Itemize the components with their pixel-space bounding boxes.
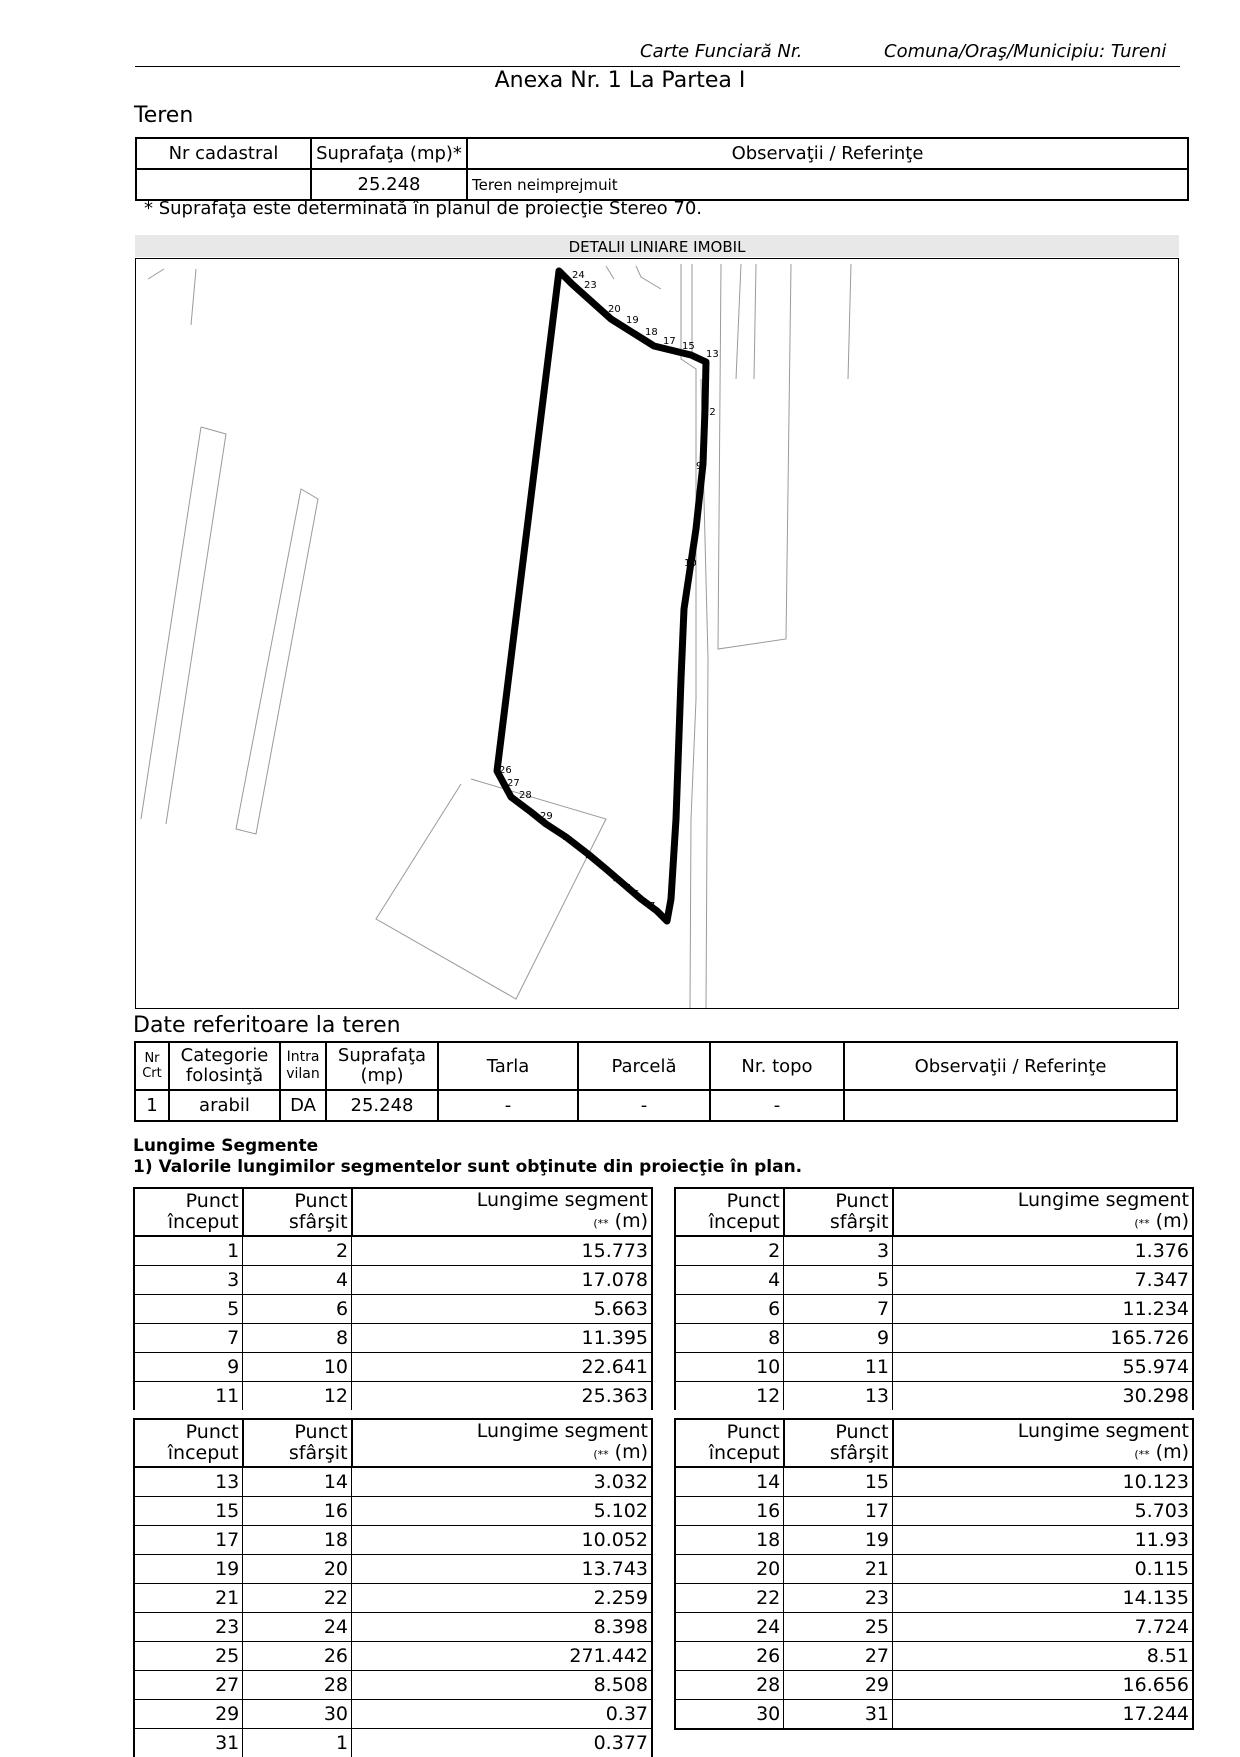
hdr-start [675, 1419, 784, 1467]
hdr-length [893, 1419, 1193, 1467]
segments-header-row [134, 1188, 652, 1236]
hdr-punct: Punct [727, 1190, 780, 1212]
col-nr-cadastral: Nr cadastral [136, 138, 311, 169]
segment-row [675, 1382, 1193, 1411]
cell-nr-cadastral [136, 169, 311, 200]
seg-start: 17 [134, 1526, 243, 1555]
seg-start: 13 [134, 1467, 243, 1497]
seg-start: 14 [675, 1467, 784, 1497]
seg-end: 20 [243, 1555, 352, 1584]
segments-header-row [675, 1419, 1193, 1467]
hdr-sfarsit: sfârşit [289, 1211, 348, 1233]
date-teren-section-title: Date referitoare la teren [133, 1013, 401, 1038]
seg-start: 26 [675, 1642, 784, 1671]
segment-row [134, 1700, 652, 1729]
seg-start: 19 [134, 1555, 243, 1584]
segments-header-row [675, 1188, 1193, 1236]
seg-start: 11 [134, 1382, 243, 1411]
hdr-lungime: Lungime segment [477, 1420, 648, 1442]
point-label: 12 [703, 407, 716, 418]
seg-end: 13 [784, 1382, 893, 1411]
segment-row [675, 1526, 1193, 1555]
segment-row [675, 1467, 1193, 1497]
cell-suprafata-mp: 25.248 [326, 1090, 438, 1121]
cell-observatii: Teren neimprejmuit [467, 169, 1188, 200]
segment-row [134, 1266, 652, 1295]
hdr-punct: Punct [835, 1421, 888, 1443]
seg-end: 29 [784, 1671, 893, 1700]
point-label: 23 [584, 280, 597, 291]
seg-end: 25 [784, 1613, 893, 1642]
hdr-lungime: Lungime segment [477, 1189, 648, 1211]
seg-length: 16.656 [893, 1671, 1193, 1700]
hdr-length [352, 1419, 652, 1467]
col-sup-2: (mp) [360, 1065, 403, 1086]
seg-end: 17 [784, 1497, 893, 1526]
seg-start: 15 [134, 1497, 243, 1526]
segment-row [134, 1324, 652, 1353]
seg-start: 18 [675, 1526, 784, 1555]
hdr-unit: (m) [1156, 1441, 1189, 1463]
col-parcela: Parcelă [578, 1042, 710, 1090]
seg-start: 12 [675, 1382, 784, 1411]
seg-end: 4 [243, 1266, 352, 1295]
cell-suprafata: 25.248 [311, 169, 467, 200]
hdr-lungime: Lungime segment [1018, 1420, 1189, 1442]
parcel-boundary [497, 271, 706, 921]
segments-table-2-left [133, 1418, 653, 1757]
hdr-punct: Punct [186, 1421, 239, 1443]
seg-length: 25.363 [352, 1382, 652, 1411]
hdr-punct: Punct [294, 1421, 347, 1443]
header-rule [135, 66, 1180, 67]
hdr-length [893, 1188, 1193, 1236]
segment-row [675, 1671, 1193, 1700]
segment-row [134, 1555, 652, 1584]
seg-start: 30 [675, 1700, 784, 1730]
hdr-inceput: început [168, 1442, 239, 1464]
teren-table [135, 137, 1189, 201]
seg-length: 8.51 [893, 1642, 1193, 1671]
segments-table-2-right [674, 1418, 1194, 1730]
segment-row [675, 1555, 1193, 1584]
seg-length: 17.244 [893, 1700, 1193, 1730]
seg-end: 14 [243, 1467, 352, 1497]
segment-row [675, 1266, 1193, 1295]
seg-end: 8 [243, 1324, 352, 1353]
segment-row [675, 1700, 1193, 1730]
hdr-sfarsit: sfârşit [289, 1442, 348, 1464]
hdr-punct: Punct [835, 1190, 888, 1212]
seg-length: 10.123 [893, 1467, 1193, 1497]
seg-start: 31 [134, 1729, 243, 1757]
seg-start: 28 [675, 1671, 784, 1700]
seg-end: 16 [243, 1497, 352, 1526]
point-label: 4 [613, 875, 619, 886]
seg-length: 0.377 [352, 1729, 652, 1757]
segment-row [134, 1353, 652, 1382]
hdr-unit-note: (** [593, 1217, 608, 1230]
hdr-end [243, 1188, 352, 1236]
seg-start: 20 [675, 1555, 784, 1584]
point-label: 19 [626, 315, 639, 326]
seg-end: 26 [243, 1642, 352, 1671]
hdr-unit-note: (** [1134, 1217, 1149, 1230]
seg-end: 21 [784, 1555, 893, 1584]
hdr-punct: Punct [727, 1421, 780, 1443]
col-categorie-1: Categorie [181, 1045, 269, 1066]
hdr-start [134, 1188, 243, 1236]
seg-length: 7.724 [893, 1613, 1193, 1642]
hdr-end [784, 1419, 893, 1467]
map-title: DETALII LINIARE IMOBIL [135, 235, 1179, 257]
teren-section-title: Teren [134, 103, 193, 128]
seg-length: 55.974 [893, 1353, 1193, 1382]
seg-start: 7 [134, 1324, 243, 1353]
seg-end: 30 [243, 1700, 352, 1729]
seg-length: 5.663 [352, 1295, 652, 1324]
seg-end: 28 [243, 1671, 352, 1700]
segment-row [134, 1382, 652, 1411]
segment-row [675, 1613, 1193, 1642]
col-crt: Crt [142, 1066, 162, 1081]
seg-start: 29 [134, 1700, 243, 1729]
seg-end: 9 [784, 1324, 893, 1353]
hdr-unit: (m) [615, 1210, 648, 1232]
seg-end: 18 [243, 1526, 352, 1555]
segment-row [134, 1526, 652, 1555]
hdr-start [675, 1188, 784, 1236]
segment-row [134, 1613, 652, 1642]
seg-start: 9 [134, 1353, 243, 1382]
hdr-punct: Punct [294, 1190, 347, 1212]
seg-length: 271.442 [352, 1642, 652, 1671]
col-sup-1: Suprafaţa [338, 1045, 426, 1066]
seg-length: 17.078 [352, 1266, 652, 1295]
hdr-length [352, 1188, 652, 1236]
segment-row [675, 1497, 1193, 1526]
seg-length: 3.032 [352, 1467, 652, 1497]
seg-end: 1 [243, 1729, 352, 1757]
seg-length: 7.347 [893, 1266, 1193, 1295]
seg-length: 5.102 [352, 1497, 652, 1526]
seg-start: 25 [134, 1642, 243, 1671]
seg-length: 11.395 [352, 1324, 652, 1353]
seg-start: 21 [134, 1584, 243, 1613]
col-intra: Intra [287, 1049, 320, 1065]
hdr-sfarsit: sfârşit [830, 1442, 889, 1464]
seg-end: 12 [243, 1382, 352, 1411]
seg-length: 15.773 [352, 1236, 652, 1266]
page-title: Anexa Nr. 1 La Partea I [0, 68, 1240, 93]
segment-row [134, 1295, 652, 1324]
hdr-lungime: Lungime segment [1018, 1189, 1189, 1211]
hdr-end [784, 1188, 893, 1236]
point-label: 15 [682, 341, 695, 352]
seg-length: 8.508 [352, 1671, 652, 1700]
segments-header-row [134, 1419, 652, 1467]
seg-length: 10.052 [352, 1526, 652, 1555]
point-label: 9 [696, 461, 702, 472]
col-nr-topo: Nr. topo [710, 1042, 844, 1090]
hdr-end [243, 1419, 352, 1467]
col-suprafata: Suprafaţa (mp)* [311, 138, 467, 169]
seg-length: 22.641 [352, 1353, 652, 1382]
cell-observatii [844, 1090, 1177, 1121]
segment-row [134, 1236, 652, 1266]
cell-tarla: - [438, 1090, 578, 1121]
segment-row [134, 1671, 652, 1700]
seg-start: 6 [675, 1295, 784, 1324]
date-teren-table [134, 1041, 1178, 1122]
parcel-map [135, 258, 1179, 1009]
point-label: 29 [540, 811, 553, 822]
seg-length: 11.93 [893, 1526, 1193, 1555]
seg-length: 13.743 [352, 1555, 652, 1584]
cell-parcela: - [578, 1090, 710, 1121]
segment-row [134, 1497, 652, 1526]
seg-length: 11.234 [893, 1295, 1193, 1324]
seg-end: 3 [784, 1236, 893, 1266]
col-nr: Nr [144, 1051, 159, 1066]
seg-length: 0.37 [352, 1700, 652, 1729]
seg-end: 15 [784, 1467, 893, 1497]
hdr-inceput: început [168, 1211, 239, 1233]
hdr-unit: (m) [615, 1441, 648, 1463]
point-label: 24 [572, 270, 585, 281]
point-label: 26 [499, 765, 512, 776]
hdr-inceput: început [709, 1211, 780, 1233]
background-parcels [141, 264, 851, 1008]
seg-end: 10 [243, 1353, 352, 1382]
segment-row [675, 1642, 1193, 1671]
seg-start: 16 [675, 1497, 784, 1526]
seg-end: 6 [243, 1295, 352, 1324]
seg-start: 23 [134, 1613, 243, 1642]
seg-length: 165.726 [893, 1324, 1193, 1353]
seg-end: 11 [784, 1353, 893, 1382]
hdr-punct: Punct [186, 1190, 239, 1212]
seg-end: 22 [243, 1584, 352, 1613]
cell-intravilan: DA [280, 1090, 326, 1121]
seg-length: 1.376 [893, 1236, 1193, 1266]
seg-end: 5 [784, 1266, 893, 1295]
seg-end: 24 [243, 1613, 352, 1642]
point-label: 28 [519, 790, 532, 801]
seg-end: 31 [784, 1700, 893, 1730]
hdr-start [134, 1419, 243, 1467]
seg-start: 2 [675, 1236, 784, 1266]
seg-end: 19 [784, 1526, 893, 1555]
hdr-unit-note: (** [1134, 1448, 1149, 1461]
segments-subtitle: 1) Valorile lungimilor segmentelor sunt obţinute din proiecţie în plan. [133, 1157, 802, 1178]
point-label: 20 [608, 304, 621, 315]
segment-row [675, 1584, 1193, 1613]
col-vilan: vilan [286, 1066, 320, 1082]
seg-length: 5.703 [893, 1497, 1193, 1526]
seg-start: 1 [134, 1236, 243, 1266]
col-observatii-referinte: Observaţii / Referinţe [844, 1042, 1177, 1090]
col-observatii: Observaţii / Referinţe [467, 138, 1188, 169]
seg-start: 8 [675, 1324, 784, 1353]
stereo-note: * Suprafaţa este determinată în planul de proiecţie Stereo 70. [144, 198, 702, 219]
segment-row [134, 1467, 652, 1497]
point-label: 5 [625, 883, 631, 894]
parcel-map-svg [136, 259, 1178, 1008]
seg-end: 2 [243, 1236, 352, 1266]
segment-row [675, 1324, 1193, 1353]
seg-start: 3 [134, 1266, 243, 1295]
point-label: 6 [633, 889, 639, 900]
point-label: 10 [684, 558, 697, 569]
col-suprafata-mp [326, 1042, 438, 1090]
segment-row [675, 1353, 1193, 1382]
seg-start: 27 [134, 1671, 243, 1700]
col-tarla: Tarla [438, 1042, 578, 1090]
point-label: 18 [645, 327, 658, 338]
col-categorie [169, 1042, 280, 1090]
point-label: 13 [706, 349, 719, 360]
point-label: 7 [649, 901, 655, 912]
point-label: 17 [663, 336, 676, 347]
cell-nr-crt: 1 [135, 1090, 169, 1121]
segment-row [134, 1729, 652, 1757]
hdr-inceput: început [709, 1442, 780, 1464]
seg-end: 23 [784, 1584, 893, 1613]
col-categorie-2: folosinţă [186, 1065, 263, 1086]
seg-start: 10 [675, 1353, 784, 1382]
seg-end: 7 [784, 1295, 893, 1324]
segment-row [134, 1642, 652, 1671]
segments-table-1-right [674, 1187, 1194, 1410]
point-label: 2 [585, 850, 591, 861]
cell-topo: - [710, 1090, 844, 1121]
seg-length: 30.298 [893, 1382, 1193, 1411]
segment-row [675, 1295, 1193, 1324]
seg-length: 0.115 [893, 1555, 1193, 1584]
hdr-sfarsit: sfârşit [830, 1211, 889, 1233]
seg-length: 8.398 [352, 1613, 652, 1642]
carte-funciara-label: Carte Funciară Nr. [640, 41, 802, 62]
hdr-unit-note: (** [593, 1448, 608, 1461]
segments-heading: Lungime Segmente [133, 1136, 802, 1157]
point-label: 1 [562, 832, 568, 843]
seg-start: 24 [675, 1613, 784, 1642]
seg-start: 5 [134, 1295, 243, 1324]
segment-row [134, 1584, 652, 1613]
seg-length: 2.259 [352, 1584, 652, 1613]
seg-end: 27 [784, 1642, 893, 1671]
seg-start: 22 [675, 1584, 784, 1613]
seg-start: 4 [675, 1266, 784, 1295]
segment-row [675, 1236, 1193, 1266]
cell-categorie: arabil [169, 1090, 280, 1121]
seg-length: 14.135 [893, 1584, 1193, 1613]
col-nr-crt [135, 1042, 169, 1090]
point-label: 27 [507, 778, 520, 789]
comuna-label: Comuna/Oraş/Municipiu: Tureni [884, 41, 1166, 62]
segments-title [133, 1136, 802, 1178]
hdr-unit: (m) [1156, 1210, 1189, 1232]
col-intravilan [280, 1042, 326, 1090]
segments-table-1-left [133, 1187, 653, 1410]
